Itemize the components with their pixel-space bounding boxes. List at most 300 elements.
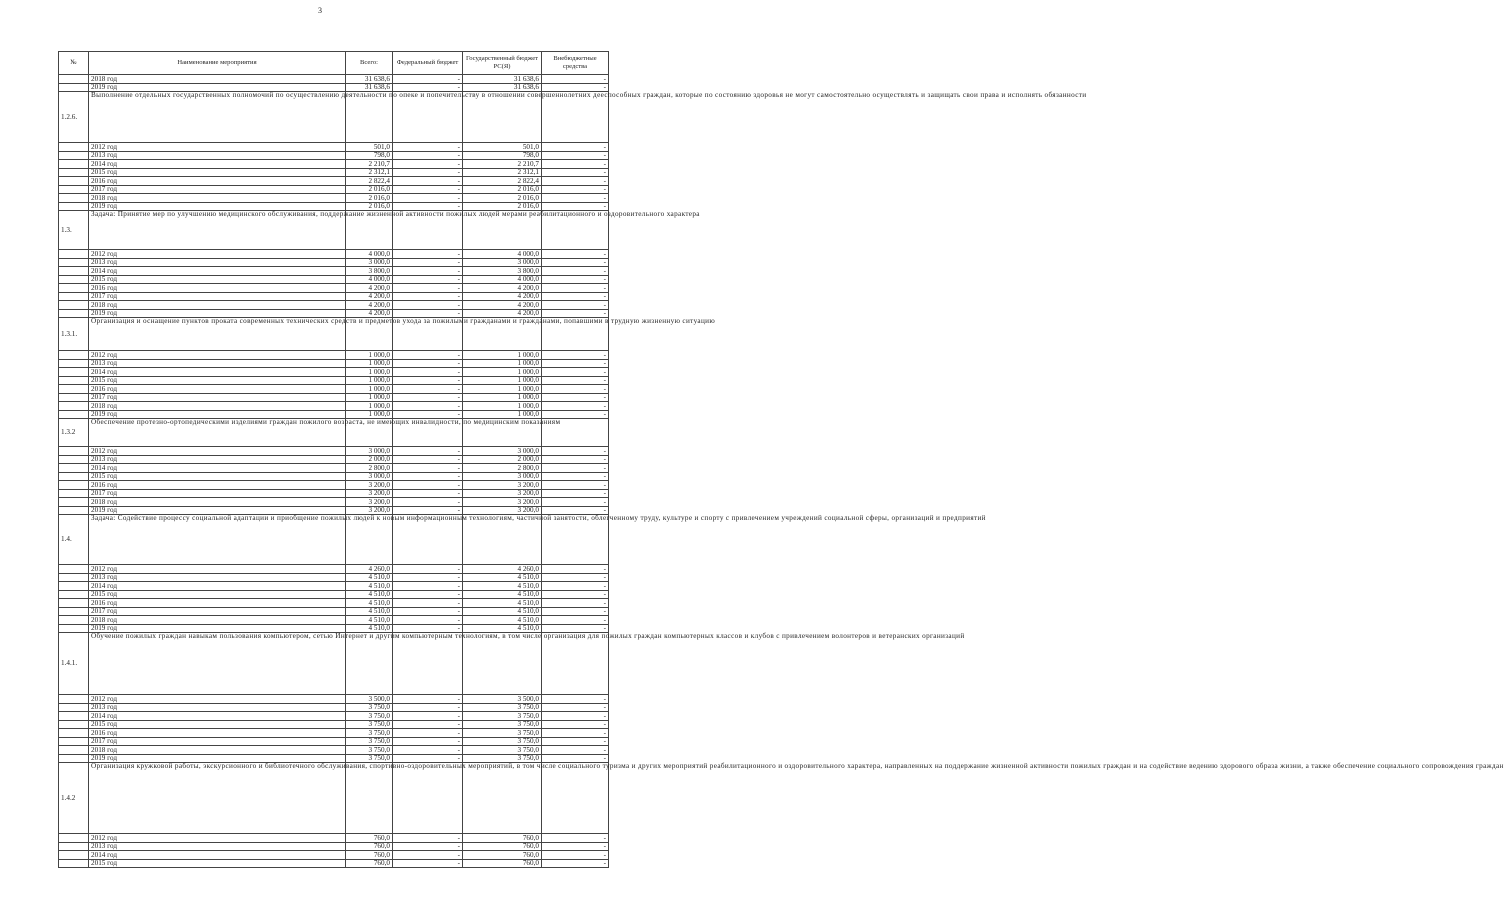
- offbudget-cell: -: [542, 455, 609, 464]
- total-cell: 1 000,0: [346, 385, 393, 394]
- number-cell: [59, 851, 89, 860]
- year-cell: 2018 год: [89, 402, 346, 411]
- year-cell: 2017 год: [89, 292, 346, 301]
- table-row: [59, 177, 609, 186]
- total-cell: 4 510,0: [346, 573, 393, 582]
- offbudget-cell: -: [542, 737, 609, 746]
- state-cell: 2 016,0: [463, 202, 542, 211]
- state-cell: 3 750,0: [463, 746, 542, 755]
- number-cell: [59, 498, 89, 507]
- total-cell: 4 510,0: [346, 582, 393, 591]
- federal-cell: -: [393, 83, 463, 92]
- federal-cell: -: [393, 410, 463, 419]
- offbudget-cell: -: [542, 410, 609, 419]
- total-cell: 3 500,0: [346, 695, 393, 704]
- measure-title: Выполнение отдельных государственных полномочий по осуществлению деятельности по опеке и попечительству в отношении совершеннолетних дееспособных граждан, которые по состоянию здоровья не могут самостоятельно осуществлять и защищать свои права и исполнять обязанности: [89, 92, 346, 143]
- total-cell: 3 000,0: [346, 447, 393, 456]
- state-cell: 2 016,0: [463, 194, 542, 203]
- state-cell: 1 000,0: [463, 376, 542, 385]
- offbudget-cell: -: [542, 359, 609, 368]
- table-row: [59, 703, 609, 712]
- federal-cell: -: [393, 168, 463, 177]
- state-cell: 3 200,0: [463, 481, 542, 490]
- table-header: [59, 52, 609, 75]
- offbudget-cell: -: [542, 275, 609, 284]
- offbudget-cell: -: [542, 267, 609, 276]
- number-cell: [59, 695, 89, 704]
- table-row: [59, 842, 609, 851]
- measure-code: 1.3.2: [59, 419, 89, 447]
- federal-cell: -: [393, 275, 463, 284]
- total-cell: 2 312,1: [346, 168, 393, 177]
- total-cell: 3 750,0: [346, 712, 393, 721]
- measure-title: Задача: Принятие мер по улучшению медицинского обслуживания, поддержание жизненной активности пожилых людей мерами реабилитационного и оздоровительного характера: [89, 211, 346, 250]
- page-number: 3: [318, 6, 322, 15]
- federal-cell: -: [393, 284, 463, 293]
- year-cell: 2018 год: [89, 616, 346, 625]
- budget-table: [58, 51, 1504, 868]
- header-total: Всего:: [346, 52, 393, 75]
- offbudget-cell: -: [542, 168, 609, 177]
- state-cell: 3 000,0: [463, 472, 542, 481]
- year-cell: 2019 год: [89, 309, 346, 318]
- table-row: [59, 834, 609, 843]
- year-cell: 2012 год: [89, 250, 346, 259]
- number-cell: [59, 151, 89, 160]
- offbudget-cell: -: [542, 284, 609, 293]
- year-cell: 2013 год: [89, 151, 346, 160]
- total-cell: [346, 633, 393, 695]
- state-cell: 3 750,0: [463, 737, 542, 746]
- state-cell: 3 000,0: [463, 447, 542, 456]
- total-cell: 3 750,0: [346, 754, 393, 763]
- number-cell: [59, 267, 89, 276]
- total-cell: 2 016,0: [346, 185, 393, 194]
- number-cell: [59, 275, 89, 284]
- table-row: [59, 746, 609, 755]
- total-cell: 4 260,0: [346, 565, 393, 574]
- number-cell: [59, 292, 89, 301]
- state-cell: 4 000,0: [463, 250, 542, 259]
- federal-cell: -: [393, 309, 463, 318]
- year-cell: 2013 год: [89, 258, 346, 267]
- state-cell: 1 000,0: [463, 351, 542, 360]
- federal-cell: -: [393, 194, 463, 203]
- federal-cell: [393, 515, 463, 565]
- federal-cell: -: [393, 859, 463, 868]
- state-cell: 4 260,0: [463, 565, 542, 574]
- year-cell: 2017 год: [89, 489, 346, 498]
- number-cell: [59, 582, 89, 591]
- number-cell: [59, 359, 89, 368]
- state-cell: [463, 633, 542, 695]
- number-cell: [59, 177, 89, 186]
- measure-code: 1.4.1.: [59, 633, 89, 695]
- federal-cell: -: [393, 472, 463, 481]
- table-row: [59, 590, 609, 599]
- table-row: [59, 284, 609, 293]
- offbudget-cell: -: [542, 258, 609, 267]
- total-cell: 2 210,7: [346, 160, 393, 169]
- measure-row: [59, 318, 609, 351]
- offbudget-cell: -: [542, 464, 609, 473]
- table-row: [59, 368, 609, 377]
- state-cell: [463, 92, 542, 143]
- number-cell: [59, 565, 89, 574]
- year-cell: 2018 год: [89, 301, 346, 310]
- state-cell: 4 200,0: [463, 284, 542, 293]
- total-cell: 31 638,6: [346, 83, 393, 92]
- year-cell: 2013 год: [89, 842, 346, 851]
- offbudget-cell: -: [542, 292, 609, 301]
- offbudget-cell: [542, 92, 609, 143]
- offbudget-cell: -: [542, 754, 609, 763]
- total-cell: 760,0: [346, 851, 393, 860]
- number-cell: [59, 410, 89, 419]
- total-cell: 4 510,0: [346, 590, 393, 599]
- offbudget-cell: -: [542, 712, 609, 721]
- year-cell: 2019 год: [89, 410, 346, 419]
- total-cell: 1 000,0: [346, 376, 393, 385]
- table-row: [59, 498, 609, 507]
- table-row: [59, 275, 609, 284]
- year-cell: 2014 год: [89, 160, 346, 169]
- total-cell: 3 750,0: [346, 729, 393, 738]
- year-cell: 2016 год: [89, 599, 346, 608]
- year-cell: 2019 год: [89, 83, 346, 92]
- number-cell: [59, 464, 89, 473]
- total-cell: 3 750,0: [346, 737, 393, 746]
- federal-cell: -: [393, 703, 463, 712]
- state-cell: 4 510,0: [463, 590, 542, 599]
- state-cell: 3 500,0: [463, 695, 542, 704]
- federal-cell: -: [393, 481, 463, 490]
- year-cell: 2017 год: [89, 737, 346, 746]
- table-row: [59, 737, 609, 746]
- number-cell: [59, 202, 89, 211]
- federal-cell: -: [393, 402, 463, 411]
- total-cell: [346, 92, 393, 143]
- offbudget-cell: -: [542, 851, 609, 860]
- offbudget-cell: -: [542, 624, 609, 633]
- year-cell: 2015 год: [89, 720, 346, 729]
- offbudget-cell: -: [542, 599, 609, 608]
- measure-code: 1.3.: [59, 211, 89, 250]
- total-cell: 3 800,0: [346, 267, 393, 276]
- measure-title: Организация кружковой работы, экскурсионного и библиотечного обслуживания, спортивно-оздоровительных мероприятий, в том числе социального туризма и других мероприятий реабилитационного и оздоровительного характера, направленных на поддержание жизненной активности пожилых граждан и на содействие ведению здорового образа жизни, а также обеспечение социального сопровождения граждан: [89, 763, 346, 834]
- number-cell: [59, 607, 89, 616]
- state-cell: 3 200,0: [463, 489, 542, 498]
- state-cell: 3 750,0: [463, 712, 542, 721]
- table-row: [59, 616, 609, 625]
- state-cell: 3 750,0: [463, 729, 542, 738]
- offbudget-cell: -: [542, 385, 609, 394]
- federal-cell: -: [393, 455, 463, 464]
- number-cell: [59, 447, 89, 456]
- offbudget-cell: -: [542, 834, 609, 843]
- offbudget-cell: -: [542, 746, 609, 755]
- year-cell: 2015 год: [89, 859, 346, 868]
- offbudget-cell: -: [542, 695, 609, 704]
- federal-cell: -: [393, 582, 463, 591]
- federal-cell: -: [393, 729, 463, 738]
- state-cell: 760,0: [463, 859, 542, 868]
- measure-row: [59, 419, 609, 447]
- federal-cell: -: [393, 720, 463, 729]
- federal-cell: -: [393, 151, 463, 160]
- table-row: [59, 301, 609, 310]
- year-cell: 2016 год: [89, 284, 346, 293]
- state-cell: [463, 763, 542, 834]
- offbudget-cell: -: [542, 565, 609, 574]
- federal-cell: -: [393, 506, 463, 515]
- total-cell: 3 750,0: [346, 703, 393, 712]
- measure-title: Обеспечение протезно-ортопедическими изделиями граждан пожилого возраста, не имеющих инвалидности, по медицинским показаниям: [89, 419, 346, 447]
- number-cell: [59, 481, 89, 490]
- state-cell: 4 000,0: [463, 275, 542, 284]
- year-cell: 2017 год: [89, 185, 346, 194]
- federal-cell: -: [393, 754, 463, 763]
- offbudget-cell: -: [542, 75, 609, 84]
- total-cell: 4 510,0: [346, 616, 393, 625]
- table-row: [59, 194, 609, 203]
- year-cell: 2016 год: [89, 481, 346, 490]
- table-row: [59, 712, 609, 721]
- total-cell: 4 510,0: [346, 624, 393, 633]
- federal-cell: -: [393, 607, 463, 616]
- federal-cell: -: [393, 351, 463, 360]
- federal-cell: -: [393, 498, 463, 507]
- total-cell: 760,0: [346, 834, 393, 843]
- state-cell: 3 800,0: [463, 267, 542, 276]
- federal-cell: -: [393, 590, 463, 599]
- offbudget-cell: -: [542, 720, 609, 729]
- year-cell: 2017 год: [89, 607, 346, 616]
- federal-cell: -: [393, 695, 463, 704]
- federal-cell: -: [393, 834, 463, 843]
- total-cell: 4 200,0: [346, 309, 393, 318]
- federal-cell: -: [393, 143, 463, 152]
- number-cell: [59, 720, 89, 729]
- federal-cell: -: [393, 368, 463, 377]
- total-cell: 4 200,0: [346, 301, 393, 310]
- year-cell: 2015 год: [89, 472, 346, 481]
- year-cell: 2013 год: [89, 455, 346, 464]
- offbudget-cell: -: [542, 607, 609, 616]
- total-cell: 2 000,0: [346, 455, 393, 464]
- offbudget-cell: -: [542, 489, 609, 498]
- number-cell: [59, 393, 89, 402]
- federal-cell: -: [393, 447, 463, 456]
- table-row: [59, 151, 609, 160]
- state-cell: 2 016,0: [463, 185, 542, 194]
- state-cell: [463, 515, 542, 565]
- total-cell: 2 016,0: [346, 194, 393, 203]
- offbudget-cell: [542, 515, 609, 565]
- table-row: [59, 489, 609, 498]
- federal-cell: -: [393, 737, 463, 746]
- federal-cell: [393, 633, 463, 695]
- header-federal-budget: Федеральный бюджет: [393, 52, 463, 75]
- year-cell: 2019 год: [89, 202, 346, 211]
- total-cell: 2 822,4: [346, 177, 393, 186]
- offbudget-cell: -: [542, 729, 609, 738]
- number-cell: [59, 573, 89, 582]
- federal-cell: -: [393, 359, 463, 368]
- total-cell: 1 000,0: [346, 351, 393, 360]
- offbudget-cell: -: [542, 703, 609, 712]
- number-cell: [59, 168, 89, 177]
- offbudget-cell: -: [542, 194, 609, 203]
- measure-row: [59, 211, 609, 250]
- number-cell: [59, 834, 89, 843]
- total-cell: 760,0: [346, 842, 393, 851]
- year-cell: 2015 год: [89, 590, 346, 599]
- total-cell: 501,0: [346, 143, 393, 152]
- offbudget-cell: -: [542, 859, 609, 868]
- number-cell: [59, 83, 89, 92]
- federal-cell: -: [393, 842, 463, 851]
- offbudget-cell: -: [542, 309, 609, 318]
- number-cell: [59, 737, 89, 746]
- table-row: [59, 729, 609, 738]
- number-cell: [59, 455, 89, 464]
- offbudget-cell: -: [542, 481, 609, 490]
- federal-cell: -: [393, 301, 463, 310]
- total-cell: 4 200,0: [346, 284, 393, 293]
- header-number: №: [59, 52, 89, 75]
- total-cell: 4 000,0: [346, 250, 393, 259]
- table-row: [59, 359, 609, 368]
- federal-cell: -: [393, 160, 463, 169]
- year-cell: 2012 год: [89, 447, 346, 456]
- number-cell: [59, 842, 89, 851]
- offbudget-cell: -: [542, 472, 609, 481]
- federal-cell: [393, 92, 463, 143]
- number-cell: [59, 185, 89, 194]
- number-cell: [59, 472, 89, 481]
- year-cell: 2015 год: [89, 275, 346, 284]
- federal-cell: -: [393, 851, 463, 860]
- offbudget-cell: -: [542, 177, 609, 186]
- total-cell: 4 510,0: [346, 599, 393, 608]
- year-cell: 2014 год: [89, 582, 346, 591]
- state-cell: 3 750,0: [463, 703, 542, 712]
- number-cell: [59, 385, 89, 394]
- number-cell: [59, 712, 89, 721]
- table-row: [59, 464, 609, 473]
- total-cell: 3 200,0: [346, 506, 393, 515]
- year-cell: 2012 год: [89, 565, 346, 574]
- table-row: [59, 695, 609, 704]
- state-cell: 2 312,1: [463, 168, 542, 177]
- total-cell: 3 750,0: [346, 746, 393, 755]
- state-cell: 31 638,6: [463, 75, 542, 84]
- offbudget-cell: -: [542, 368, 609, 377]
- number-cell: [59, 402, 89, 411]
- total-cell: 3 200,0: [346, 498, 393, 507]
- federal-cell: -: [393, 746, 463, 755]
- number-cell: [59, 599, 89, 608]
- table-row: [59, 185, 609, 194]
- offbudget-cell: [542, 633, 609, 695]
- table-row: [59, 402, 609, 411]
- state-cell: 4 510,0: [463, 607, 542, 616]
- table-row: [59, 267, 609, 276]
- measure-code: 1.3.1.: [59, 318, 89, 351]
- total-cell: 1 000,0: [346, 359, 393, 368]
- federal-cell: -: [393, 376, 463, 385]
- measure-row: [59, 633, 609, 695]
- total-cell: 2 016,0: [346, 202, 393, 211]
- offbudget-cell: -: [542, 616, 609, 625]
- measure-title: Организация и оснащение пунктов проката современных технических средств и предметов ухода за пожилыми гражданами и гражданами, попавшими в трудную жизненную ситуацию: [89, 318, 346, 351]
- federal-cell: -: [393, 624, 463, 633]
- header-measure-name: Наименование мероприятия: [89, 52, 346, 75]
- measure-title: Обучение пожилых граждан навыкам пользования компьютером, сетью Интернет и другим компьютерным технологиям, в том числе организация для пожилых граждан компьютерных классов и клубов с привлечением волонтеров и ветеранских организаций: [89, 633, 346, 695]
- offbudget-cell: [542, 763, 609, 834]
- state-cell: 31 638,6: [463, 83, 542, 92]
- table-row: [59, 160, 609, 169]
- offbudget-cell: -: [542, 582, 609, 591]
- federal-cell: -: [393, 573, 463, 582]
- total-cell: 3 000,0: [346, 472, 393, 481]
- number-cell: [59, 250, 89, 259]
- year-cell: 2018 год: [89, 75, 346, 84]
- total-cell: 798,0: [346, 151, 393, 160]
- federal-cell: -: [393, 712, 463, 721]
- offbudget-cell: -: [542, 590, 609, 599]
- federal-cell: -: [393, 565, 463, 574]
- measure-title: Задача: Содействие процессу социальной адаптации и приобщение пожилых людей к новым информационным технологиям, частичной занятости, облегченному труду, культуре и спорту с привлечением учреждений социальной сферы, организаций и предприятий: [89, 515, 346, 565]
- year-cell: 2013 год: [89, 703, 346, 712]
- measure-row: [59, 92, 609, 143]
- total-cell: 3 750,0: [346, 720, 393, 729]
- federal-cell: -: [393, 267, 463, 276]
- federal-cell: -: [393, 393, 463, 402]
- year-cell: 2014 год: [89, 267, 346, 276]
- table-row: [59, 393, 609, 402]
- year-cell: 2013 год: [89, 573, 346, 582]
- offbudget-cell: -: [542, 351, 609, 360]
- state-cell: 1 000,0: [463, 385, 542, 394]
- number-cell: [59, 75, 89, 84]
- table-row: [59, 250, 609, 259]
- year-cell: 2014 год: [89, 712, 346, 721]
- table-row: [59, 851, 609, 860]
- federal-cell: -: [393, 177, 463, 186]
- total-cell: [346, 515, 393, 565]
- offbudget-cell: -: [542, 498, 609, 507]
- year-cell: 2014 год: [89, 368, 346, 377]
- total-cell: 31 638,6: [346, 75, 393, 84]
- state-cell: 1 000,0: [463, 393, 542, 402]
- number-cell: [59, 754, 89, 763]
- state-cell: 1 000,0: [463, 368, 542, 377]
- year-cell: 2015 год: [89, 168, 346, 177]
- federal-cell: -: [393, 292, 463, 301]
- number-cell: [59, 729, 89, 738]
- year-cell: 2019 год: [89, 506, 346, 515]
- year-cell: 2013 год: [89, 359, 346, 368]
- total-cell: 1 000,0: [346, 368, 393, 377]
- number-cell: [59, 489, 89, 498]
- federal-cell: [393, 763, 463, 834]
- year-cell: 2018 год: [89, 498, 346, 507]
- table-row: [59, 447, 609, 456]
- table-row: [59, 351, 609, 360]
- table-row: [59, 143, 609, 152]
